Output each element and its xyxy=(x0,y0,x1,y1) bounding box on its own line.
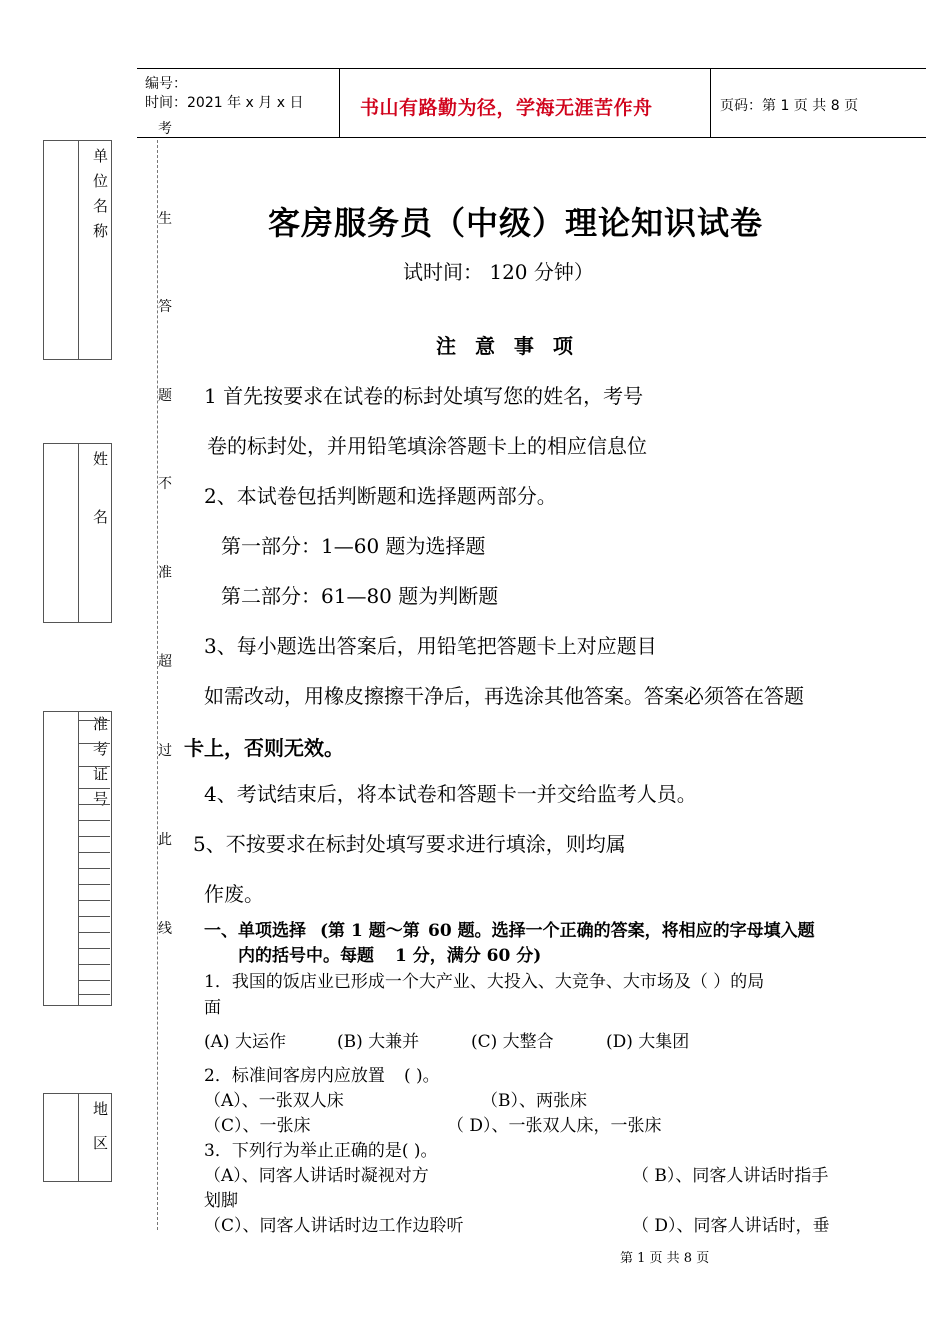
unit-char: 单 xyxy=(93,147,109,165)
question-paren: ( )。 xyxy=(404,1066,440,1086)
section-heading-c: 60 题。选择一个正确的答案，将相应的字母填入题 xyxy=(428,921,815,941)
page-title: 客房服务员（中级）理论知识试卷 xyxy=(268,204,764,242)
option: （A）、同客人讲话时凝视对方 xyxy=(204,1166,429,1186)
option: （B）、两张床 xyxy=(481,1091,587,1111)
seal-char: 准 xyxy=(158,565,172,581)
name-char: 名 xyxy=(93,508,109,526)
header-table xyxy=(137,68,926,138)
option: (A) 大运作 xyxy=(204,1032,286,1052)
unit-char: 称 xyxy=(93,222,109,240)
ticket-char: 考 xyxy=(93,740,109,758)
region-char: 地 xyxy=(93,1100,109,1118)
seal-char: 考 xyxy=(158,121,172,137)
region-char: 区 xyxy=(93,1134,109,1152)
name-char: 姓 xyxy=(93,450,109,468)
section-heading-e: 1 分，满分 60 分) xyxy=(395,946,542,966)
notice-line: 如需改动，用橡皮擦擦干净后，再选涂其他答案。答案必须答在答题 xyxy=(204,684,804,708)
notice-line: 1 首先按要求在试卷的标封处填写您的姓名，考号 xyxy=(204,384,644,408)
notice-line: 4、考试结束后，将本试卷和答题卡一并交给监考人员。 xyxy=(204,782,697,806)
question-stem-cont: 面 xyxy=(204,998,221,1018)
unit-char: 位 xyxy=(93,172,109,190)
seal-char: 线 xyxy=(158,921,172,937)
option: （C）、一张床 xyxy=(204,1116,311,1136)
ticket-char: 号 xyxy=(93,790,109,808)
time-line: 时间：2021 年 x 月 x 日 xyxy=(145,95,304,111)
notice-line: 卡上，否则无效。 xyxy=(184,736,344,760)
option: （ B）、同客人讲话时指手 xyxy=(632,1166,829,1186)
option: （A）、一张双人床 xyxy=(204,1091,344,1111)
option: (C) 大整合 xyxy=(471,1032,554,1052)
header-page-cell xyxy=(711,69,926,137)
section-heading-a: 一、单项选择 xyxy=(204,921,306,941)
notice-line: 卷的标封处，并用铅笔填涂答题卡上的相应信息位 xyxy=(207,434,647,458)
seal-char: 过 xyxy=(158,743,172,759)
option: (B) 大兼并 xyxy=(337,1032,420,1052)
unit-char: 名 xyxy=(93,197,109,215)
seal-char: 题 xyxy=(158,388,172,404)
seal-char: 不 xyxy=(158,476,172,492)
notice-line: 作废。 xyxy=(204,882,264,906)
question-stem: 2．标准间客房内应放置 xyxy=(204,1066,385,1086)
page-label: 页码：第 1 页 共 8 页 xyxy=(720,98,859,114)
question-stem: 1．我国的饭店业已形成一个大产业、大投入、大竞争、大市场及（ ）的局 xyxy=(204,972,765,992)
option-cont: 划脚 xyxy=(204,1191,238,1211)
name-box xyxy=(43,443,112,623)
notice-line: 2、本试卷包括判断题和选择题两部分。 xyxy=(204,484,557,508)
number-label: 编号： xyxy=(145,76,187,92)
section-heading-b: (第 1 题～第 xyxy=(320,921,420,941)
option: (D) 大集团 xyxy=(606,1032,690,1052)
seal-char: 超 xyxy=(158,654,172,670)
motto: 书山有路勤为径，学海无涯苦作舟 xyxy=(360,97,653,119)
notice-line: 第二部分：61—80 题为判断题 xyxy=(221,584,499,608)
notice-title: 注 意 事 项 xyxy=(436,334,579,358)
notice-line: 第一部分：1—60 题为选择题 xyxy=(221,534,486,558)
seal-char: 答 xyxy=(158,299,172,315)
notice-line: 5、不按要求在标封处填写要求进行填涂，则均属 xyxy=(193,832,626,856)
option: （ D）、一张双人床，一张床 xyxy=(447,1116,662,1136)
header-motto-cell xyxy=(340,69,711,137)
option: （ D）、同客人讲话时，垂 xyxy=(632,1216,830,1236)
exam-time: 试时间： 120 分钟） xyxy=(403,260,594,284)
seal-char: 生 xyxy=(158,211,172,227)
question-stem: 3．下列行为举止正确的是( )。 xyxy=(204,1141,438,1161)
option: （C）、同客人讲话时边工作边聆听 xyxy=(204,1216,464,1236)
ticket-char: 证 xyxy=(93,765,109,783)
seal-char: 此 xyxy=(158,832,172,848)
ticket-char: 准 xyxy=(93,715,109,733)
page-footer: 第 1 页 共 8 页 xyxy=(620,1251,710,1266)
section-heading-d: 内的括号中。每题 xyxy=(238,946,374,966)
notice-line: 3、每小题选出答案后，用铅笔把答题卡上对应题目 xyxy=(204,634,657,658)
